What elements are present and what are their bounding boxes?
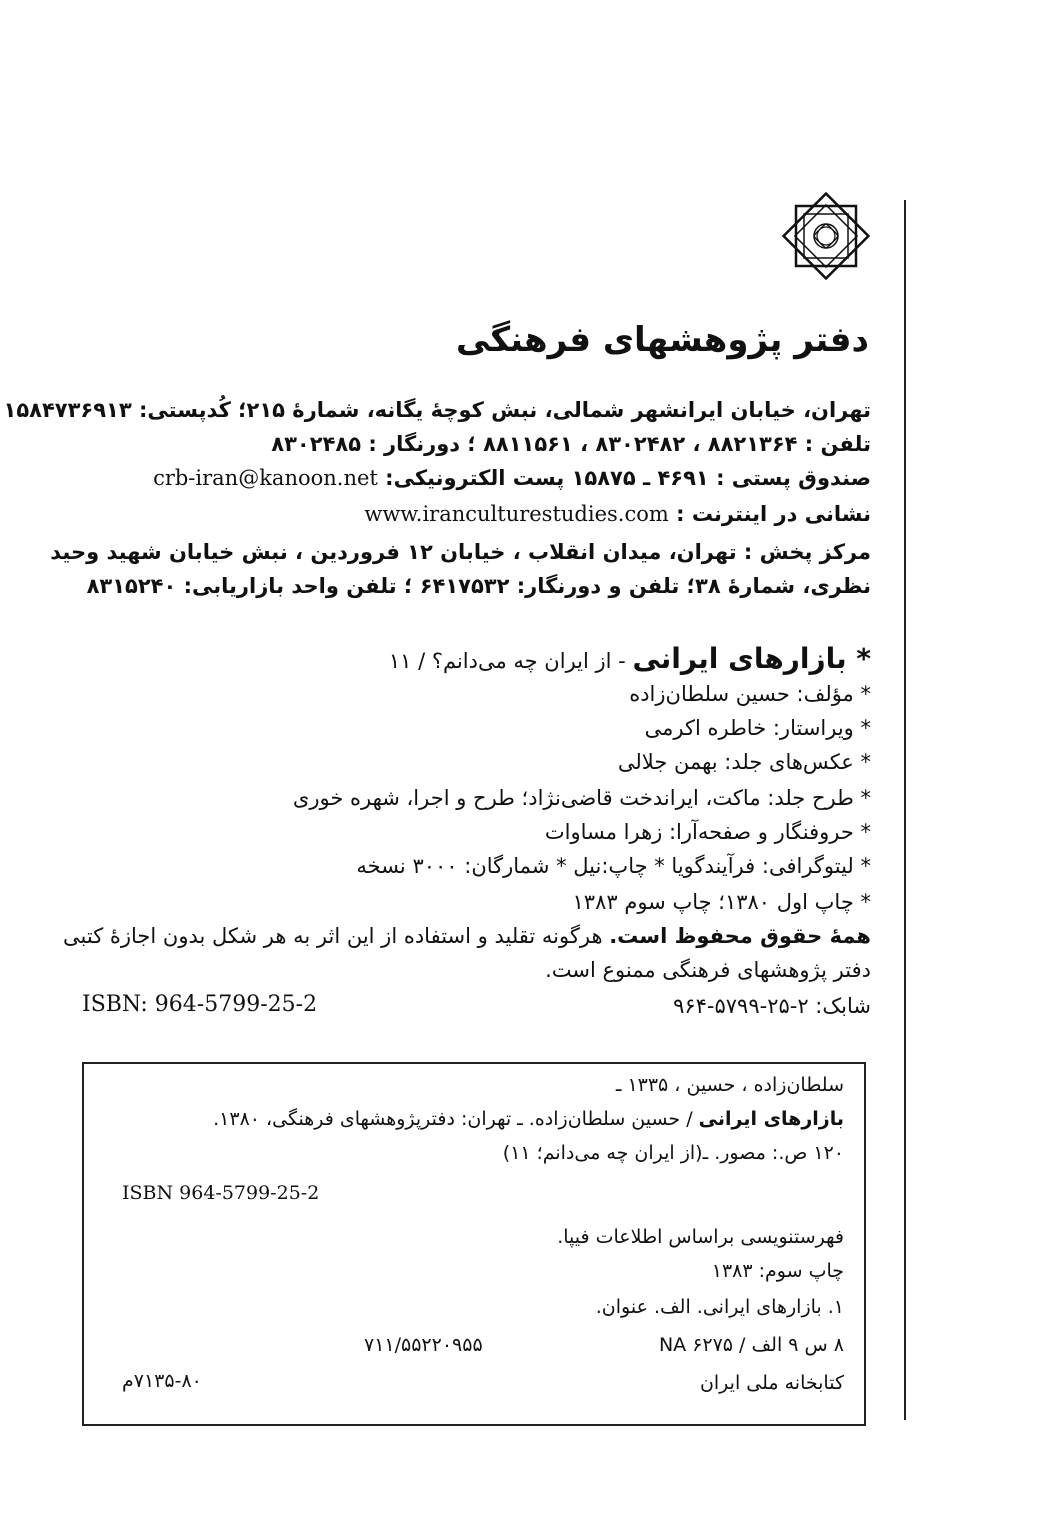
author-line: * مؤلف: حسین سلطان‌زاده — [629, 682, 871, 706]
catalog-title-rest: / حسین سلطان‌زاده. ـ تهران: دفترپژوهشهای فرهنگی، ۱۳۸۰. — [213, 1108, 699, 1130]
editions-line: * چاپ اول ۱۳۸۰؛ چاپ سوم ۱۳۸۳ — [572, 890, 871, 914]
website-line — [364, 502, 871, 526]
catalog-title: بازارهای ایرانی — [698, 1108, 844, 1130]
address-line: تهران، خیابان ایرانشهر شمالی، نبش کوچهٔ یگانه، شمارهٔ ۲۱۵؛ کُدپستی: ۱۵۸۴۷۳۶۹۱۳ — [3, 398, 871, 422]
publisher-name: دفتر پژوهشهای فرهنگی — [455, 320, 869, 360]
rights-rest: هرگونه تقلید و استفاده از این اثر به هر شکل بدون اجازهٔ کتبی — [63, 924, 610, 948]
typesetting-line: * حروفنگار و صفحه‌آرا: زهرا مساوات — [544, 820, 871, 844]
catalog-dewey: ۷۱۱/۵۵۲۲۰۹۵۵ — [364, 1334, 483, 1356]
editor-line: * ویراستار: خاطره اکرمی — [644, 716, 871, 740]
catalog-title-line — [213, 1108, 844, 1130]
catalog-subject: ۱. بازارهای ایرانی. الف. عنوان. — [595, 1296, 844, 1318]
pobox-email-line — [153, 466, 871, 490]
catalog-pages: ۱۲۰ ص.: مصور. ـ(از ایران چه می‌دانم؛ ۱۱) — [502, 1142, 844, 1164]
book-title: * بازارهای ایرانی — [632, 642, 871, 675]
book-series: - از ایران چه می‌دانم؟ / ۱۱ — [388, 649, 626, 673]
website-label: نشانی در اینترنت : — [676, 502, 871, 526]
shabak-line: شابک: ۲-۲۵-۵۷۹۹-۹۶۴ — [673, 994, 871, 1018]
publisher-emblem-icon — [778, 188, 874, 284]
distribution-line-1: مرکز پخش : تهران، میدان انقلاب ، خیابان ۱۲ فروردین ، نبش خیابان شهید وحید — [50, 540, 871, 564]
book-title-line — [389, 642, 871, 675]
catalog-call-number: ۸ س ۹ الف / NA ۶۲۷۵ — [658, 1334, 844, 1356]
vertical-rule — [904, 200, 906, 1420]
lithography-line: * لیتوگرافی: فرآیندگویا * چاپ:نیل * شمارگان: ۳۰۰۰ نسخه — [356, 854, 871, 878]
catalog-record-number: ۷۱۳۵-۸۰م — [122, 1370, 202, 1392]
website-link[interactable]: www.iranculturestudies.com — [364, 502, 669, 526]
rights-line — [63, 924, 871, 948]
pobox-label: صندوق پستی : ۴۶۹۱ ـ ۱۵۸۷۵ پست الکترونیکی: — [385, 466, 871, 490]
cover-design-line: * طرح جلد: ماکت، ایراندخت قاضی‌نژاد؛ طرح و اجرا، شهره خوری — [292, 786, 871, 810]
catalog-isbn: ISBN 964-5799-25-2 — [122, 1182, 320, 1204]
email-link[interactable]: crb-iran@kanoon.net — [153, 466, 378, 490]
catalog-author: سلطان‌زاده ، حسین ، ۱۳۳۵ ـ — [615, 1074, 844, 1096]
catalog-fipa-note: فهرستنویسی براساس اطلاعات فیپا. — [557, 1226, 844, 1248]
distribution-line-2: نظری، شمارهٔ ۳۸؛ تلفن و دورنگار: ۶۴۱۷۵۳۲ ؛ تلفن واحد بازاریابی: ۸۳۱۵۲۴۰ — [86, 574, 871, 598]
rights-line-2: دفتر پژوهشهای فرهنگی ممنوع است. — [545, 958, 871, 982]
isbn-line: ISBN: 964-5799-25-2 — [82, 992, 318, 1017]
catalog-library: کتابخانه ملی ایران — [699, 1372, 844, 1394]
rights-bold: همهٔ حقوق محفوظ است. — [609, 924, 871, 948]
cataloging-box — [82, 1062, 866, 1426]
catalog-third-print: چاپ سوم: ۱۳۸۳ — [711, 1260, 844, 1282]
photos-line: * عکس‌های جلد: بهمن جلالی — [617, 750, 871, 774]
phone-line: تلفن : ۸۸۲۱۳۶۴ ، ۸۳۰۲۴۸۲ ، ۸۸۱۱۵۶۱ ؛ دورنگار : ۸۳۰۲۴۸۵ — [271, 432, 871, 456]
